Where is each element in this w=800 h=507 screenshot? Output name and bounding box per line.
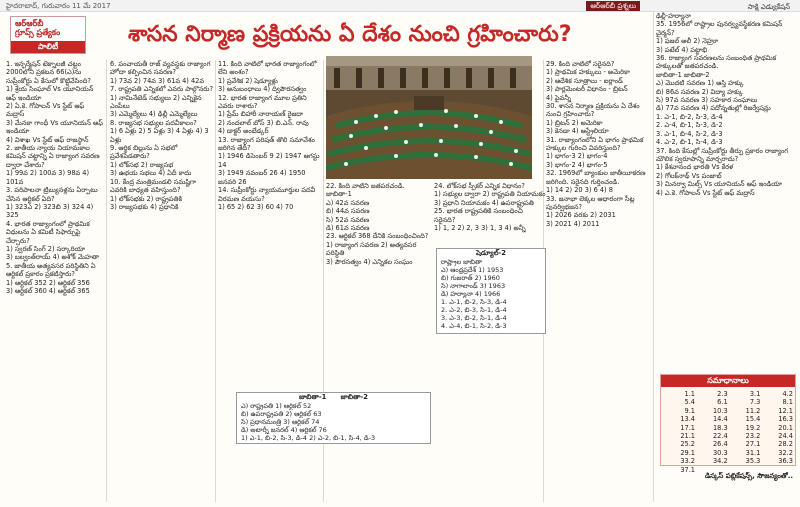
- question-text: 29. కింది వాటిలో సరైనది?: [546, 60, 615, 68]
- schedule-line: 1. ఎ-1, బి-2, సి-3, డి-4: [441, 298, 507, 306]
- answer-cell: 14.4: [712, 415, 728, 424]
- question-text: డి) 61వ సవరణ: [326, 224, 370, 233]
- question-text: 2. ఎ-4, బి-1, సి-3, డి-2: [656, 121, 723, 130]
- answer-cell: 3.1: [749, 390, 761, 398]
- question-text: 1) 1946 డిసెంబర్ 9 2) 1947 ఆగస్టు 14: [218, 152, 320, 169]
- badge-line-2: గ్రూప్స్ ప్రత్యేకం: [15, 28, 61, 37]
- question-text: సి) 97వ సవరణ 3) సహకార సంఘాలు: [656, 96, 758, 105]
- question-text: 35. 1956లో రాష్ట్రాల పునర్వ్యవస్థీకరణ కమిషన్ చైర్మన్?: [656, 20, 783, 37]
- answer-cell: 6.1: [717, 398, 728, 407]
- question-text: 3) బల్వంత్‌రాయ్ 4) అశోక్ మెహతా: [6, 253, 99, 262]
- question-column-6: [546, 60, 652, 502]
- answer-cell: 31.1: [745, 448, 761, 457]
- answer-row: [665, 440, 793, 448]
- section-tag: ఆర్‌ఆర్‌బీ ప్రశ్నలు: [586, 1, 640, 11]
- answer-cell: 34.2: [712, 457, 728, 466]
- answer-cell: 13.4: [680, 415, 695, 424]
- question-text: 3) పౌరసత్వం 4) ఎన్నికల సంఘం: [326, 257, 413, 266]
- answer-cell: 21.1: [680, 432, 695, 441]
- schedule-line: రాష్ట్రాల జాబితా: [441, 258, 483, 266]
- question-text: 1. ఇన్ఫర్మేషన్ టెక్నాలజీ చట్టం 2000లోని ప్రకటన 66(ఎ)ను సుప్రీంకోర్టు ఏ కేసులో కొట్టివేసింది?: [6, 60, 91, 85]
- question-text: 7. రాష్ట్రపతి ఎన్నికలో ఎవరు పాల్గొనరు?: [110, 85, 213, 94]
- question-text: 1) 73వ 2) 74వ 3) 61వ 4) 42వ: [110, 76, 205, 85]
- question-text: 1) బ్రిటన్ 2) అమెరికా: [546, 118, 603, 127]
- question-text: 37. కింది కేసుల్లో సుప్రీంకోర్టు తీర్పు ప్రకారం రాజ్యాంగ మౌలిక స్వరూపాన్ని మార్చరాదు?: [656, 146, 789, 163]
- question-text: 3) మేనకా గాంధీ Vs యూనియన్ ఆఫ్ ఇండియా: [6, 118, 103, 136]
- answer-cell: 7.3: [749, 398, 761, 407]
- question-text: 4. ఎ-2, బి-1, సి-4, డి-3: [656, 138, 723, 147]
- question-text: 3) 1949 నవంబర్ 26 4) 1950 జనవరి 26: [218, 169, 306, 186]
- schedule-line: డి) హర్యానా 4) 1966: [441, 290, 501, 298]
- question-text: 4. భారత రాజ్యాంగంలో ప్రాథమిక విధులను ఏ కమిటీ సిఫార్సుపై చేర్చారు?: [6, 219, 90, 245]
- answer-key-box: [660, 374, 796, 474]
- question-text: 3) అనుబంధాలు 4) ద్విపౌరసత్వం: [218, 85, 307, 94]
- answer-row: [665, 449, 793, 457]
- question-text: 5. జాతీయ అత్యవసర పరిస్థితిని ఏ ఆర్టికల్ ప్రకారం ప్రకటిస్తారు?: [6, 261, 96, 279]
- question-text: 24. లోక్‌సభ స్పీకర్ ఎన్నిక విధానం?: [434, 182, 525, 190]
- match-table-right-heading: జాబితా-2: [340, 393, 368, 401]
- question-text: 2) ఏ.కె. గోపాలన్ Vs స్టేట్ ఆఫ్ మద్రాస్: [6, 102, 85, 119]
- answer-cell: 2.3: [717, 390, 728, 398]
- answer-cell: 28.2: [778, 440, 793, 449]
- question-text: 3) ఉభయ సభలు 4) ఏదీ కాదు: [110, 169, 192, 178]
- question-text: 22. కింది వాటిని జతపరచండి.: [326, 182, 405, 190]
- answer-row: [665, 415, 793, 423]
- question-column-4: [326, 182, 434, 322]
- match-table-line: 1) ఎ-1, బి-2, సి-3, డి-4 2) ఎ-2, బి-1, సి-4, డి-3: [241, 434, 376, 442]
- column-divider: [653, 12, 654, 502]
- question-text: 2. జాతీయ న్యాయ నియామకాల కమిషన్ చట్టాన్ని ఏ రాజ్యాంగ సవరణ ద్వారా చేశారు?: [6, 144, 100, 169]
- question-text: 1) 65 2) 62 3) 60 4) 70: [218, 202, 294, 211]
- answer-cell: 32.2: [778, 448, 793, 457]
- question-text: 3) మినర్వా మిల్స్ Vs యూనియన్ ఆఫ్ ఇండియా: [656, 180, 783, 189]
- question-text: జాబితా-1: [326, 190, 352, 199]
- question-text: బి) 86వ సవరణ 2) విద్యా హక్కు: [656, 87, 743, 96]
- question-text: 2) ఆదేశిక సూత్రాలు - ఐర్లాండ్: [546, 76, 623, 85]
- parliament-photo: [326, 56, 532, 179]
- match-table-line: సి) ప్రధానమంత్రి 3) ఆర్టికల్ 74: [241, 418, 320, 426]
- question-text: ఎ) మొదటి సవరణ 1) ఆస్తి హక్కు: [656, 79, 744, 88]
- question-text: 1) 6 ఏళ్లు 2) 5 ఏళ్లు 3) 4 ఏళ్లు 4) 3 ఏళ్లు: [110, 127, 209, 144]
- question-text: 1) భాగం-3 2) భాగం-4: [546, 152, 608, 161]
- section-badge: [10, 16, 86, 54]
- question-text: 4) డాక్టర్ అంబేడ్కర్: [218, 127, 269, 136]
- question-text: 3) ఎమ్మెల్యేలు 4) ఢిల్లీ ఎమ్మెల్యేలు: [110, 110, 198, 119]
- question-text: 1. ఎ-1, బి-2, సి-3, డి-4: [656, 112, 723, 121]
- question-text: 3. పరిపాలనా ట్రిబ్యునళ్లను ఏర్పాటు చేసిన ఆర్టికల్ ఏది?: [6, 186, 98, 203]
- question-text: 3) రాజ్యసభకు 4) ప్రధానికి: [110, 202, 179, 211]
- answer-row: [665, 407, 793, 415]
- question-text: 1) కేశవానంద భారతి Vs కేరళ: [656, 163, 734, 172]
- question-text: 1) ఫజల్ అలీ 2) నెహ్రూ: [656, 37, 719, 46]
- question-text: 1) శ్రేయ సింఘాల్ Vs యూనియన్ ఆఫ్ ఇండియా: [6, 85, 94, 102]
- answer-cell: 16.3: [778, 415, 793, 424]
- schedule-line: ఎ) ఆంధ్రప్రదేశ్ 1) 1953: [441, 266, 504, 274]
- question-text: ఎ) 42వ సవరణ: [326, 198, 370, 207]
- question-text: 31. రాజ్యాంగంలోని ఏ భాగం ప్రాథమిక హక్కుల గురించి వివరిస్తుంది?: [546, 135, 644, 153]
- answer-cell: 27.1: [745, 440, 761, 449]
- answer-cell: 25.2: [680, 440, 695, 449]
- answer-cell: 24.4: [778, 432, 793, 441]
- question-text: 1) స్వరణ్ సింగ్ 2) సర్కారియా: [6, 244, 86, 253]
- answer-cell: 22.4: [712, 432, 728, 441]
- answer-cell: 11.2: [745, 406, 761, 415]
- badge-line-1: ఆర్‌ఆర్‌బీ: [15, 19, 44, 28]
- column-divider: [106, 60, 107, 502]
- question-text: ఢిల్లీ-హర్యానా: [656, 12, 691, 20]
- answer-row: [665, 390, 793, 398]
- question-text: 3) పటేల్ 4) పట్టాభి: [656, 45, 708, 54]
- top-strip: [0, 0, 800, 12]
- answer-cell: 15.4: [745, 415, 761, 424]
- answer-cell: 29.1: [680, 448, 695, 457]
- answer-cell: 10.3: [712, 406, 728, 415]
- schedule-line: బి) గుజరాత్ 2) 1960: [441, 274, 500, 282]
- answer-cell: 4.2: [782, 390, 793, 398]
- question-text: 12. భారత రాజ్యాంగ మూల ప్రతిని ఎవరు రాశారు?: [218, 93, 307, 111]
- answer-cell: 23.2: [745, 432, 761, 441]
- question-text: 11. కింది వాటిలో భారత రాజ్యాంగంలో లేని అంశం?: [218, 60, 317, 77]
- answer-cell: 18.3: [712, 423, 728, 432]
- question-text: 1) ప్రవేశిక 2) షెడ్యూళ్లు: [218, 76, 278, 85]
- badge-label: పాలిటీ: [11, 41, 85, 53]
- page-headline: శాసన నిర్మాణ ప్రక్రియను ఏ దేశం నుంచి గ్రహించారు?: [128, 22, 572, 47]
- match-table-line: ఎ) రాష్ట్రపతి 1) ఆర్టికల్ 52: [241, 402, 312, 410]
- question-text: డి) 77వ సవరణ 4) పదోన్నతుల్లో రిజర్వేషన్లు: [656, 104, 771, 113]
- schedule-box: [436, 248, 546, 334]
- answer-cell: 17.1: [680, 423, 695, 432]
- question-text: 6. పంచాయతీ రాజ్ వ్యవస్థకు రాజ్యాంగ హోదా కల్పించిన సవరణ?: [110, 60, 211, 77]
- question-text: 4) పైవన్నీ: [546, 93, 572, 102]
- answer-cell: 19.2: [745, 423, 761, 432]
- question-text: 1) ప్రేమ్ బిహారీ నారాయణ్ రైజదా: [218, 110, 304, 119]
- question-text: 3) ఆర్టికల్ 360 4) ఆర్టికల్ 365: [6, 286, 90, 295]
- answer-cell: 1.1: [684, 390, 695, 398]
- question-text: 4) విశాఖ Vs స్టేట్ ఆఫ్ రాజస్థాన్: [6, 135, 89, 144]
- question-text: 1) లోక్‌సభకు 2) రాష్ట్రపతికి: [110, 194, 183, 203]
- answer-row: [665, 424, 793, 432]
- question-text: 33. జనాభా లెక్కల ఆధారంగా సీట్ల పునర్విభజన?: [546, 194, 635, 211]
- answer-key-grid: [665, 390, 793, 474]
- question-text: 9. ఆర్థిక బిల్లును ఏ సభలో ప్రవేశపెడతారు?: [110, 144, 178, 161]
- question-text: 1) నామినేటెడ్ సభ్యులు 2) ఎన్నికైన ఎంపీలు: [110, 93, 202, 111]
- answer-cell: 37.1: [680, 465, 695, 474]
- match-table-line: డి) అటార్నీ జనరల్ 4) ఆర్టికల్ 76: [241, 426, 327, 434]
- match-table-line: బి) ఉపరాష్ట్రపతి 2) ఆర్టికల్ 63: [241, 410, 322, 418]
- date-line: హైదరాబాద్, గురువారం 11 మే 2017: [6, 2, 111, 10]
- question-column-2: [110, 60, 214, 502]
- credit-line: డిస్కస్ పబ్లికేషన్స్, సౌజన్యంతో..: [705, 472, 794, 480]
- question-text: 1) ప్రాథమిక హక్కులు - అమెరికా: [546, 68, 630, 77]
- question-text: 10. కేంద్ర మంత్రిమండలి సమష్టిగా ఎవరికి బాధ్యత వహిస్తుంది?: [110, 177, 197, 195]
- answer-cell: 36.3: [778, 457, 793, 466]
- schedule-line: 3. ఎ-3, బి-2, సి-1, డి-4: [441, 314, 507, 322]
- question-text: 1) 14 2) 20 3) 6 4) 8: [546, 186, 613, 195]
- question-text: 3) భాగం-2 4) భాగం-5: [546, 160, 608, 169]
- answer-cell: 8.1: [782, 398, 793, 407]
- answer-row: [665, 432, 793, 440]
- question-text: 3) ప్రధాని నియామకం 4) ఉపరాష్ట్రపతి: [434, 198, 534, 207]
- question-text: 1) 99వ 2) 100వ 3) 98వ 4) 101వ: [6, 169, 90, 186]
- answer-key-title: సమాధానాలు: [661, 375, 795, 387]
- schedule-title: షెడ్యూల్-2: [476, 249, 506, 257]
- question-text: 1) ఆర్టికల్ 352 2) ఆర్టికల్ 356: [6, 278, 90, 287]
- schedule-line: 2. ఎ-2, బి-3, సి-1, డి-4: [441, 306, 507, 314]
- question-text: 36. రాజ్యాంగ సవరణలను సంబంధిత ప్రాథమిక హక్కులతో జతపరచండి.: [656, 54, 777, 71]
- question-text: 23. ఆర్టికల్ 368 దేనికి సంబంధించింది?: [326, 232, 429, 241]
- question-text: 4) ఎ.కె. గోపాలన్ Vs స్టేట్ ఆఫ్ మద్రాస్: [656, 188, 755, 197]
- question-column-1: [6, 60, 104, 502]
- question-text: 2) నందలాల్ బోస్ 3) బి.ఎన్. రావు: [218, 118, 309, 127]
- answer-cell: 20.1: [778, 423, 793, 432]
- question-text: 32. 1969లో బ్యాంకుల జాతీయీకరణ జరిగింది. సరైనది గుర్తించండి.: [546, 169, 646, 186]
- answer-row: [665, 457, 793, 465]
- question-text: 25. భారత రాష్ట్రపతికి సంబంధించి సరైనది?: [434, 207, 523, 224]
- column-divider: [215, 60, 216, 502]
- question-text: సి) 52వ సవరణ: [326, 215, 370, 224]
- question-text: 1) రాజ్యాంగ సవరణ 2) అత్యవసర పరిస్థితి: [326, 240, 417, 258]
- match-table-left-heading: జాబితా-1: [299, 393, 327, 401]
- question-text: 3) కెనడా 4) ఆస్ట్రేలియా: [546, 127, 609, 136]
- question-text: 13. రాజ్యాంగ పరిషత్ తొలి సమావేశం జరిగిన తేదీ?: [218, 135, 315, 153]
- question-text: 30. శాసన నిర్మాణ ప్రక్రియను ఏ దేశం నుంచి గ్రహించారు?: [546, 102, 640, 119]
- question-text: 1) 2026 వరకు 2) 2031: [546, 211, 616, 220]
- schedule-line: 4. ఎ-4, బి-1, సి-2, డి-3: [441, 322, 507, 330]
- answer-cell: 26.4: [712, 440, 728, 449]
- question-text: 1) 323ఎ 2) 323బి 3) 324 4) 325: [6, 202, 94, 220]
- answer-cell: 33.2: [680, 457, 695, 466]
- question-text: 3) పార్లమెంటరీ విధానం - బ్రిటన్: [546, 85, 628, 94]
- answer-cell: 5.4: [684, 398, 695, 407]
- question-text: బి) 44వ సవరణ: [326, 207, 370, 216]
- match-table-box: [236, 392, 431, 444]
- question-text: 1) 1, 2 2) 2, 3 3) 1, 3 4) అన్నీ: [434, 224, 526, 233]
- answer-cell: 12.1: [778, 406, 793, 415]
- question-text: 3) 2021 4) 2011: [546, 219, 600, 228]
- question-column-7: [656, 12, 796, 362]
- schedule-line: సి) నాగాలాండ్ 3) 1963: [441, 282, 506, 290]
- answer-cell: 9.1: [684, 406, 695, 415]
- question-text: 1) లోక్‌సభ 2) రాజ్యసభ: [110, 160, 174, 169]
- question-text: జాబితా-1 జాబితా-2: [656, 70, 710, 79]
- match-table-title: [237, 393, 430, 402]
- question-text: 1) సభ్యుల ద్వారా 2) రాష్ట్రపతి నియామకం: [434, 190, 546, 199]
- answer-cell: 35.3: [745, 457, 761, 466]
- brand-tag: సాక్షి ఎడ్యుకేషన్: [747, 3, 790, 11]
- question-text: 3. ఎ-1, బి-4, సి-2, డి-3: [656, 129, 723, 138]
- answer-cell: 30.3: [712, 448, 728, 457]
- question-text: 8. రాజ్యసభ సభ్యుల పదవీకాలం?: [110, 118, 197, 127]
- answer-row: [665, 398, 793, 406]
- question-text: 14. సుప్రీంకోర్టు న్యాయమూర్తుల పదవీ విరమణ వయసు?: [218, 186, 316, 203]
- question-text: 2) గోలక్‌నాథ్ Vs పంజాబ్: [656, 171, 722, 180]
